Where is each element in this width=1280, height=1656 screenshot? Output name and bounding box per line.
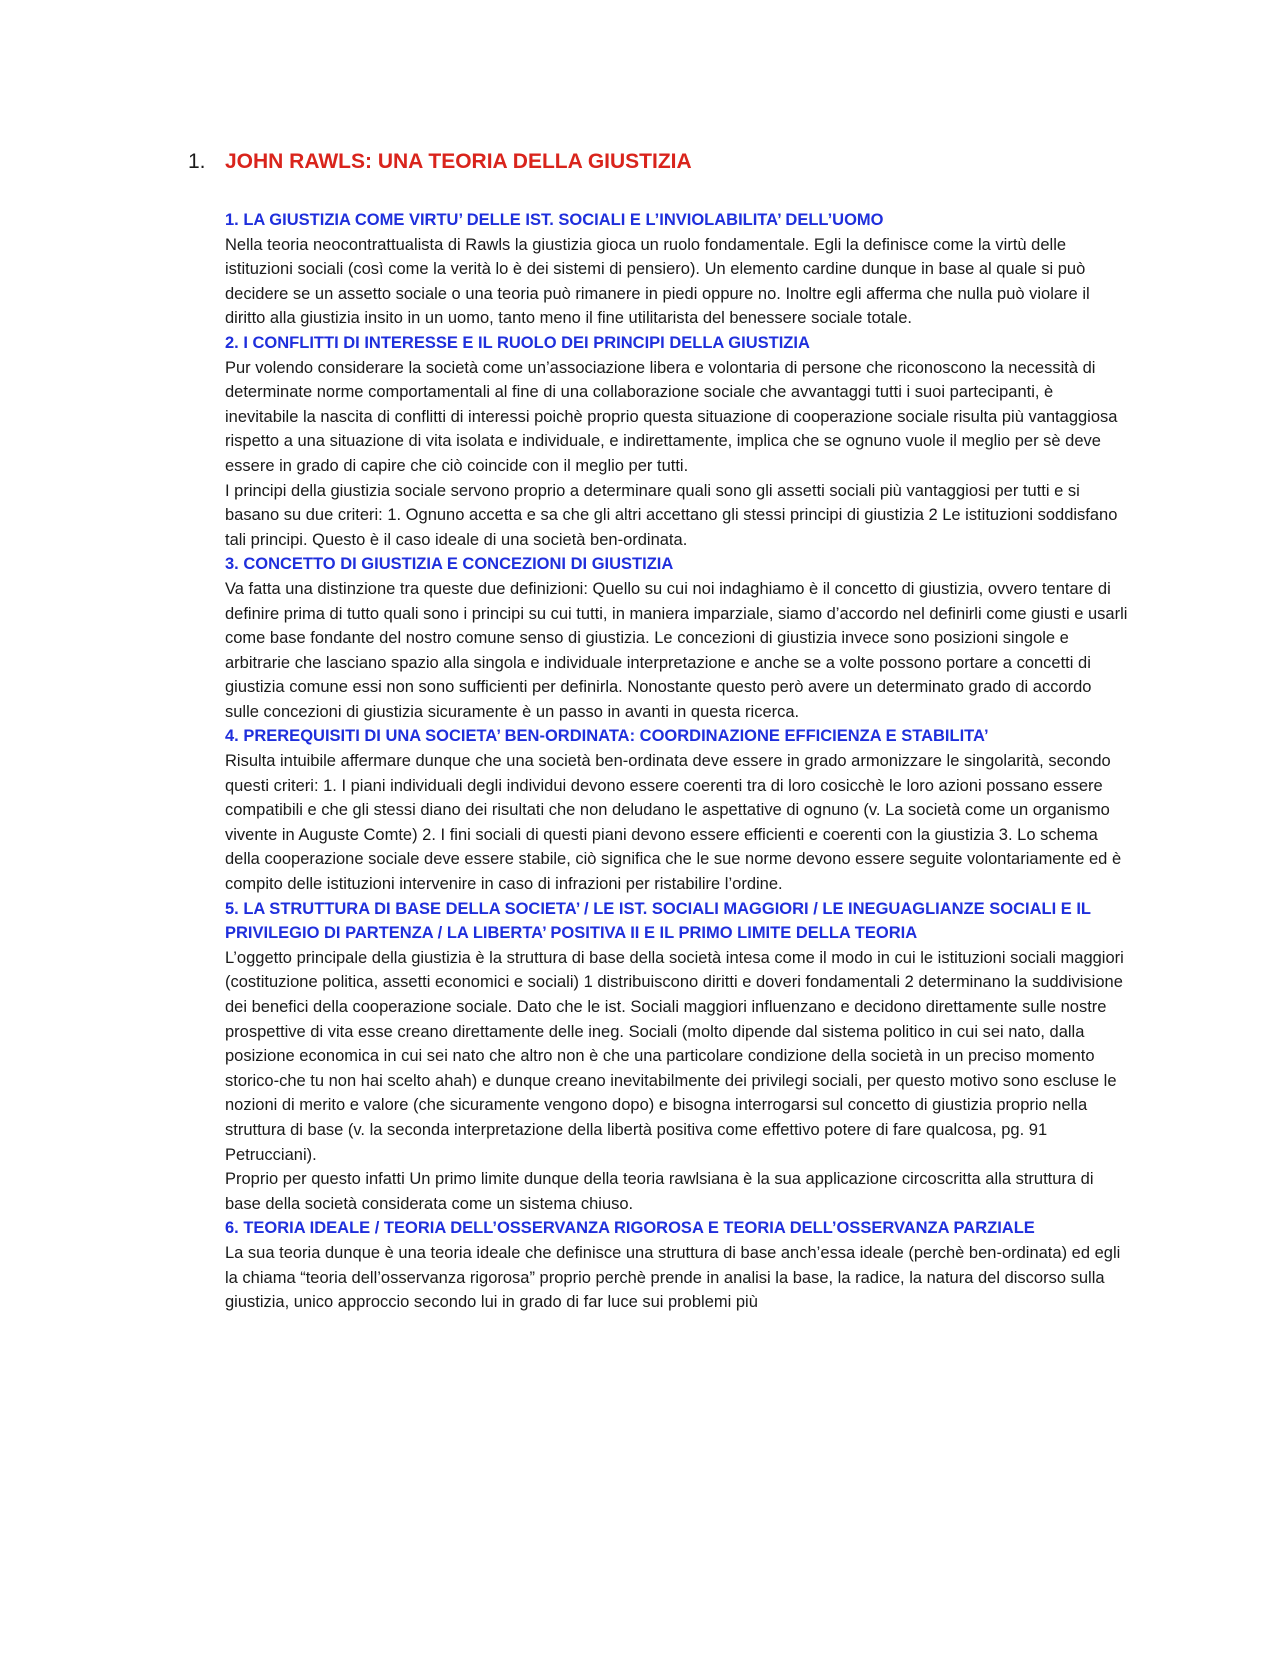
section-5 bbox=[225, 897, 1128, 1217]
section-4 bbox=[225, 724, 1128, 896]
paragraph: Va fatta una distinzione tra queste due definizioni: Quello su cui noi indaghiamo è il concetto di giustizia, ovvero tentare di definire prima di tutto quali sono i principi su cui tutti, in maniera imparziale, siamo d’accordo nel definirli come giusti e usarli come base fondante del nostro comune senso di giustizia. Le concezioni di giustizia invece sono posizioni singole e arbitrarie che lasciano spazio alla singola e individuale interpretazione e anche se a volte possono portare a concetti di giustizia comune essi non sono sufficienti per definirla. Nonostante questo però avere un determinato grado di accordo sulle concezioni di giustizia sicuramente è un passo in avanti in questa ricerca. bbox=[225, 579, 1128, 721]
paragraph: La sua teoria dunque è una teoria ideale che definisce una struttura di base anch’essa ideale (perchè ben-ordinata) ed egli la chiama “teoria dell’osservanza rigorosa” proprio perchè prende in analisi la base, la radice, la natura del discorso sulla giustizia, unico approccio secondo lui in grado di far luce sui problemi più bbox=[225, 1243, 1121, 1312]
paragraph: Proprio per questo infatti Un primo limite dunque della teoria rawlsiana è la sua applicazione circoscritta alla struttura di base della società considerata come un sistema chiuso. bbox=[225, 1170, 1094, 1213]
section-3 bbox=[225, 552, 1128, 724]
document-title bbox=[188, 148, 1188, 176]
document-body bbox=[225, 208, 1128, 1315]
section-1 bbox=[225, 208, 1128, 331]
title-text: JOHN RAWLS: UNA TEORIA DELLA GIUSTIZIA bbox=[225, 150, 692, 173]
section-heading: 2. I CONFLITTI DI INTERESSE E IL RUOLO DEI PRINCIPI DELLA GIUSTIZIA bbox=[225, 333, 810, 352]
section-2 bbox=[225, 331, 1128, 552]
paragraph: I principi della giustizia sociale servono proprio a determinare quali sono gli assetti sociali più vantaggiosi per tutti e si basano su due criteri: 1. Ognuno accetta e sa che gli altri accettano gli stessi principi di giustizia 2 Le istituzioni soddisfano tali principi. Questo è il caso ideale di una società ben-ordinata. bbox=[225, 481, 1118, 549]
paragraph: Pur volendo considerare la società come un’associazione libera e volontaria di persone che riconoscono la necessità di determinate norme comportamentali al fine di una collaborazione sociale che avvantaggi tutti i suoi partecipanti, è inevitabile la nascita di conflitti di interessi poichè proprio questa situazione di cooperazione sociale risulta più vantaggiosa rispetto a una situazione di vita isolata e individuale, e indirettamente, implica che se ognuno vuole il meglio per sè deve essere in grado di capire che ciò coincide con il meglio per tutti. bbox=[225, 358, 1118, 475]
section-heading: 3. CONCETTO DI GIUSTIZIA E CONCEZIONI DI GIUSTIZIA bbox=[225, 555, 674, 574]
section-heading: 6. TEORIA IDEALE / TEORIA DELL’OSSERVANZA RIGOROSA E TEORIA DELL’OSSERVANZA PARZIALE bbox=[225, 1219, 1035, 1238]
paragraph: Nella teoria neocontrattualista di Rawls la giustizia gioca un ruolo fondamentale. Egli la definisce come la virtù delle istituzioni sociali (così come la verità lo è dei sistemi di pensiero). Un elemento cardine dunque in base al quale si può decidere se un assetto sociale o una teoria può rimanere in piedi oppure no. Inoltre egli afferma che nulla può violare il diritto alla giustizia insito in un uomo, tanto meno il fine utilitarista del benessere sociale totale. bbox=[225, 235, 1090, 328]
section-6 bbox=[225, 1216, 1128, 1314]
section-heading: 1. LA GIUSTIZIA COME VIRTU’ DELLE IST. SOCIALI E L’INVIOLABILITA’ DELL’UOMO bbox=[225, 211, 884, 229]
section-heading: 4. PREREQUISITI DI UNA SOCIETA’ BEN-ORDINATA: COORDINAZIONE EFFICIENZA E STABILITA’ bbox=[225, 727, 989, 746]
paragraph: L’oggetto principale della giustizia è la struttura di base della società intesa come il modo in cui le istituzioni sociali maggiori (costituzione politica, assetti economici e sociali) 1 distribuiscono diritti e doveri fondamentali 2 determinano la suddivisione dei benefici della cooperazione sociale. Dato che le ist. Sociali maggiori influenzano e decidono direttamente sulle nostre prospettive di vita esse creano direttamente delle ineg. Sociali (molto dipende dal sistema politico in cui sei nato, dalla posizione economica in cui sei nato che altro non è che una particolare condizione della società in un preciso momento storico-che tu non hai scelto ahah) e dunque creano inevitabilmente dei privilegi sociali, per questo motivo sono escluse le nozioni di merito e valore (che sicuramente vengono dopo) e bisogna interrogarsi sul concetto di giustizia proprio nella struttura di base (v. la seconda interpretazione della libertà positiva come effettivo potere di fare qualcosa, pg. 91 Petrucciani). bbox=[225, 948, 1124, 1164]
paragraph: Risulta intuibile affermare dunque che una società ben-ordinata deve essere in grado armonizzare le singolarità, secondo questi criteri: 1. I piani individuali degli individui devono essere coerenti tra di loro cosicchè le loro azioni possano essere compatibili e che gli stessi diano dei risultati che non deludano le aspettative di ognuno (v. La società come un organismo vivente in Auguste Comte) 2. I fini sociali di questi piani devono essere efficienti e coerenti con la giustizia 3. Lo schema della cooperazione sociale deve essere stabile, ciò significa che le sue norme devono essere seguite volontariamente ed è compito delle istituzioni intervenire in caso di infrazioni per ristabilire l’ordine. bbox=[225, 752, 1122, 894]
section-heading: 5. LA STRUTTURA DI BASE DELLA SOCIETA’ / LE IST. SOCIALI MAGGIORI / LE INEGUAGLIANZE SOCIALI E IL PRIVILEGIO DI PARTENZA / LA LIBERTA’ POSITIVA II E IL PRIMO LIMITE DELLA TEORIA bbox=[225, 899, 1091, 943]
title-number: 1. bbox=[188, 150, 206, 173]
